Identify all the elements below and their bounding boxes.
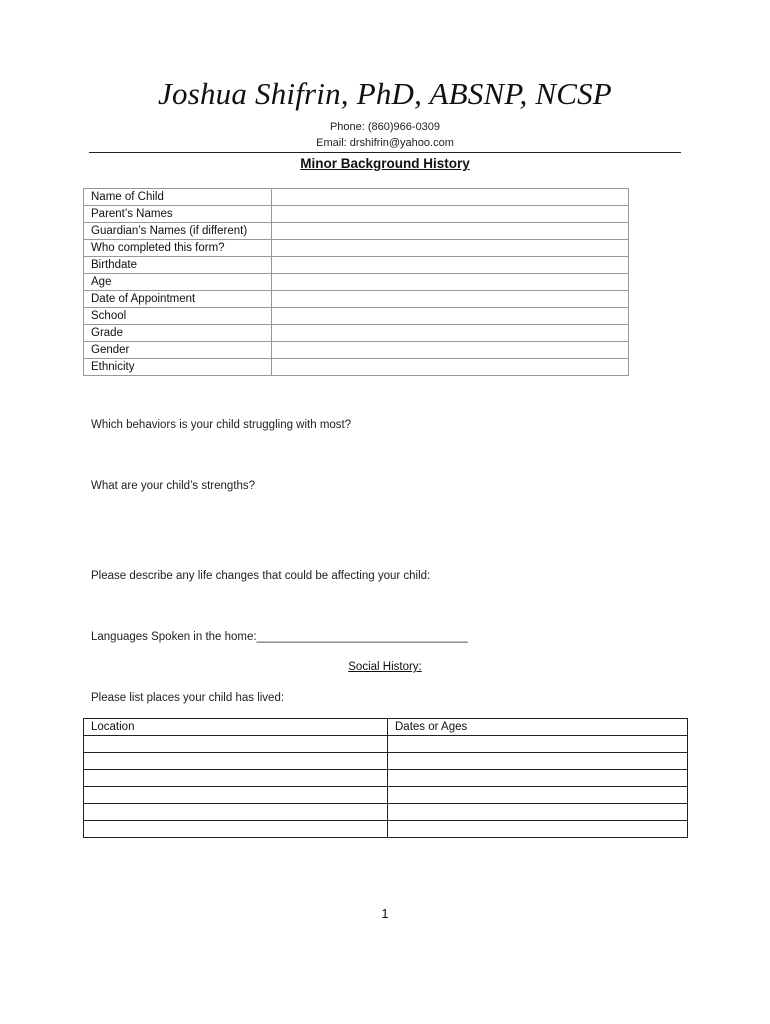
dates-cell[interactable] — [388, 753, 688, 770]
row-label-name-of-child: Name of Child — [84, 189, 272, 206]
name-of-child-field[interactable] — [272, 189, 629, 206]
table-header-row — [84, 719, 688, 736]
form-title: Minor Background History — [300, 156, 470, 171]
places-prompt: Please list places your child has lived: — [91, 692, 285, 704]
table-row — [84, 274, 629, 291]
column-header-dates-or-ages: Dates or Ages — [388, 719, 688, 736]
row-label-birthdate: Birthdate — [84, 257, 272, 274]
table-row — [84, 291, 629, 308]
table-row — [84, 308, 629, 325]
table-row — [84, 821, 688, 838]
dates-cell[interactable] — [388, 804, 688, 821]
gender-field[interactable] — [272, 342, 629, 359]
email-line: Email: drshifrin@yahoo.com — [316, 137, 454, 149]
row-label-who-completed: Who completed this form? — [84, 240, 272, 257]
ethnicity-field[interactable] — [272, 359, 629, 376]
phone-line: Phone: (860)966-0309 — [329, 121, 441, 133]
location-cell[interactable] — [84, 753, 388, 770]
table-row — [84, 206, 629, 223]
dates-cell[interactable] — [388, 770, 688, 787]
child-info-table — [83, 188, 629, 376]
social-history-heading: Social History: — [348, 661, 422, 673]
table-row — [84, 359, 629, 376]
guardians-names-field[interactable] — [272, 223, 629, 240]
table-row — [84, 787, 688, 804]
date-of-appointment-field[interactable] — [272, 291, 629, 308]
table-row — [84, 257, 629, 274]
location-cell[interactable] — [84, 821, 388, 838]
age-field[interactable] — [272, 274, 629, 291]
location-cell[interactable] — [84, 804, 388, 821]
dates-cell[interactable] — [388, 787, 688, 804]
page-number: 1 — [381, 906, 389, 921]
who-completed-field[interactable] — [272, 240, 629, 257]
location-cell[interactable] — [84, 770, 388, 787]
question-languages: Languages Spoken in the home:_________________________________ — [91, 631, 468, 643]
question-behaviors: Which behaviors is your child struggling with most? — [91, 419, 352, 431]
dates-cell[interactable] — [388, 736, 688, 753]
row-label-parents-names: Parent’s Names — [84, 206, 272, 223]
table-row — [84, 240, 629, 257]
question-strengths: What are your child’s strengths? — [91, 480, 256, 492]
column-header-location: Location — [84, 719, 388, 736]
location-cell[interactable] — [84, 736, 388, 753]
table-row — [84, 342, 629, 359]
row-label-age: Age — [84, 274, 272, 291]
row-label-ethnicity: Ethnicity — [84, 359, 272, 376]
table-row — [84, 736, 688, 753]
table-row — [84, 804, 688, 821]
dates-cell[interactable] — [388, 821, 688, 838]
row-label-guardians-names: Guardian’s Names (if different) — [84, 223, 272, 240]
row-label-school: School — [84, 308, 272, 325]
row-label-date-of-appointment: Date of Appointment — [84, 291, 272, 308]
table-row — [84, 753, 688, 770]
table-row — [84, 223, 629, 240]
document-title: Joshua Shifrin, PhD, ABSNP, NCSP — [158, 76, 612, 111]
row-label-grade: Grade — [84, 325, 272, 342]
question-life-changes: Please describe any life changes that could be affecting your child: — [91, 570, 431, 582]
school-field[interactable] — [272, 308, 629, 325]
table-row — [84, 325, 629, 342]
places-lived-table — [83, 718, 688, 838]
birthdate-field[interactable] — [272, 257, 629, 274]
location-cell[interactable] — [84, 787, 388, 804]
header-divider — [89, 152, 681, 153]
parents-names-field[interactable] — [272, 206, 629, 223]
table-row — [84, 770, 688, 787]
table-row — [84, 189, 629, 206]
grade-field[interactable] — [272, 325, 629, 342]
row-label-gender: Gender — [84, 342, 272, 359]
